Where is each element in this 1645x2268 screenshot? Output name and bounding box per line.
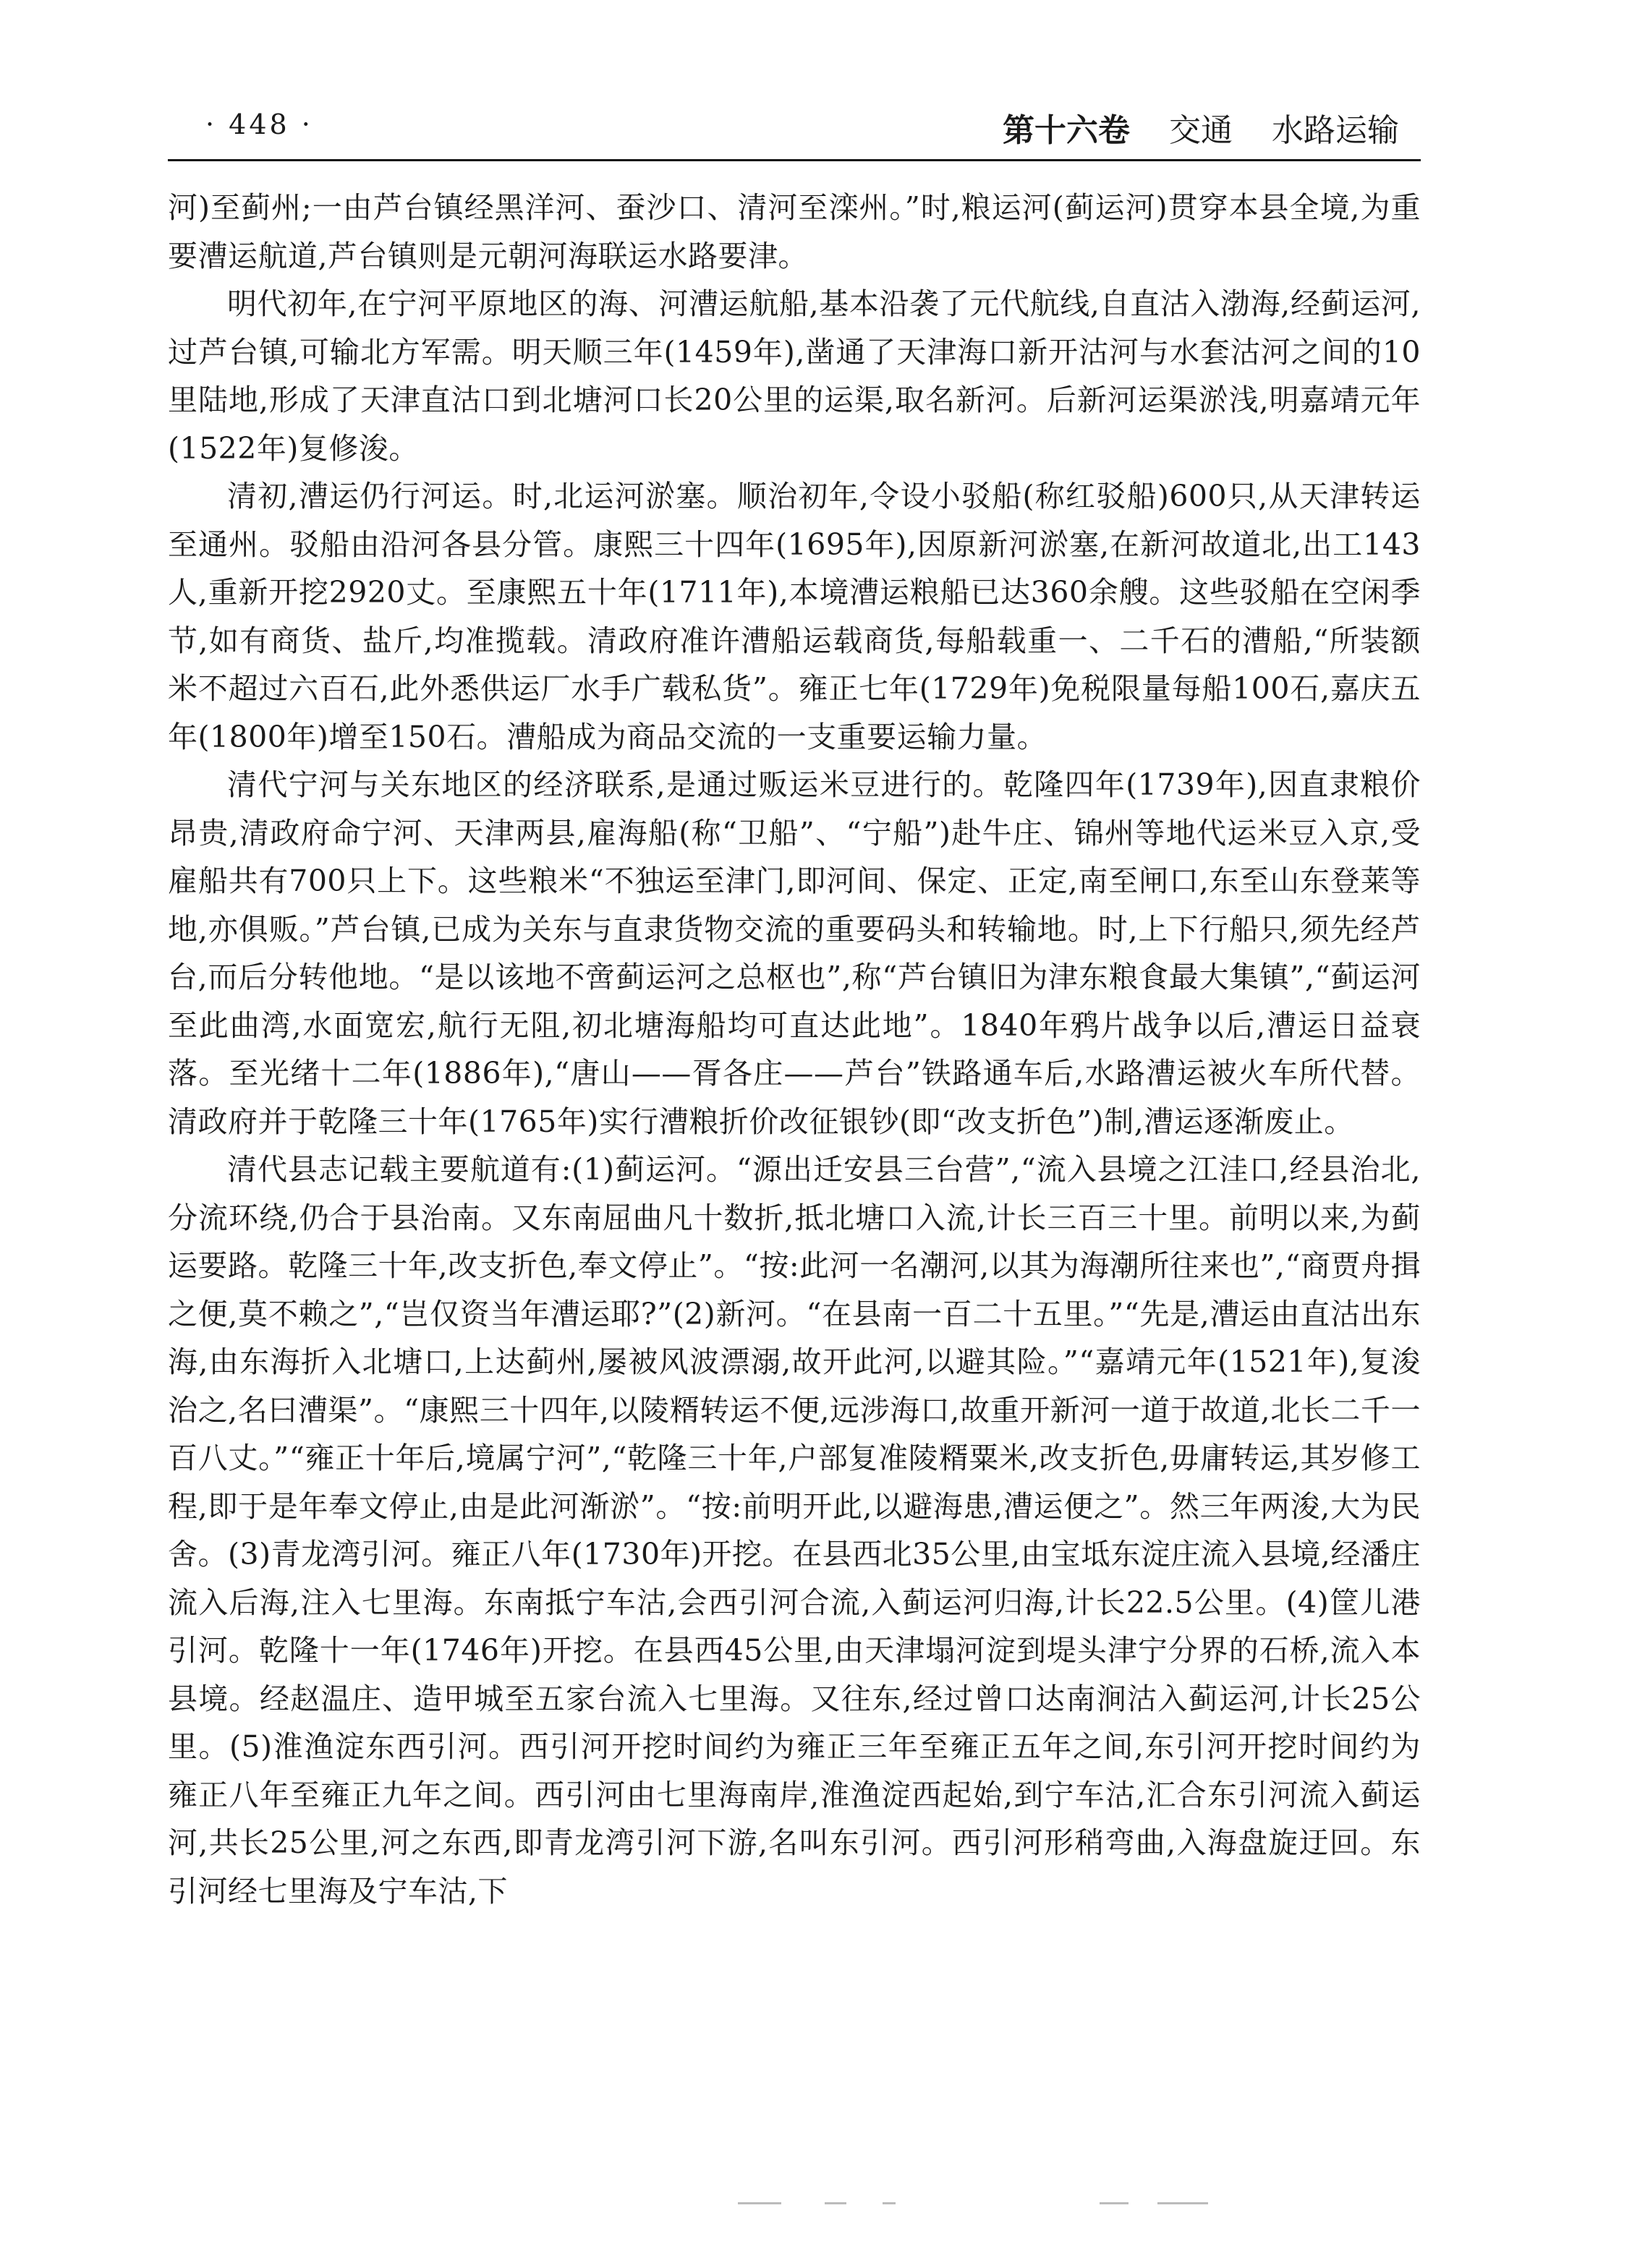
paragraph-5: 清代县志记载主要航道有:(1)蓟运河。“源出迁安县三台营”,“流入县境之江洼口,经县治北,分流环绕,仍合于县治南。又东南屈曲凡十数折,抵北塘口入流,计长三百三十里。前明以来,为蓟运要路。乾隆三十年,改支折色,奉文停止”。“按:此河一名潮河,以其为海潮所往来也”,“商贾舟揖之便,莫不赖之”,“岂仅资当年漕运耶?”(2)新河。“在县南一百二十五里。”“先是,漕运由直沽出东海,由东海折入北塘口,上达蓟州,屡被风波漂溺,故开此河,以避其险。”“嘉靖元年(1521年),复浚治之,名曰漕渠”。“康熙三十四年,以陵糈转运不便,远涉海口,故重开新河一道于故道,北长二千一百八丈。”“雍正十年后,境属宁河”,“乾隆三十年,户部复准陵糈粟米,改支折色,毋庸转运,其岁修工程,即于是年奉文停止,由是此河渐淤”。“按:前明开此,以避海患,漕运便之”。然三年两浚,大为民舍。(3)青龙湾引河。雍正八年(1730年)开挖。在县西北35公里,由宝坻东淀庄流入县境,经潘庄流入后海,注入七里海。东南抵宁车沽,会西引河合流,入蓟运河归海,计长22.5公里。(4)筐儿港引河。乾隆十一年(1746年)开挖。在县西45公里,由天津塌河淀到堤头津宁分界的石桥,流入本县境。经赵温庄、造甲城至五家台流入七里海。又往东,经过曾口达南涧沽入蓟运河,计长25公里。(5)淮渔淀东西引河。西引河开挖时间约为雍正三年至雍正五年之间,东引河开挖时间约为雍正八年至雍正九年之间。西引河由七里海南岸,淮渔淀西起始,到宁车沽,汇合东引河流入蓟运河,共长25公里,河之东西,即青龙湾引河下游,名叫东引河。西引河形稍弯曲,入海盘旋迂回。东引河经七里海及宁车沽,下 (168, 1152, 1421, 1909)
paragraph-2: 明代初年,在宁河平原地区的海、河漕运航船,基本沿袭了元代航线,自直沽入渤海,经蓟运河,过芦台镇,可输北方军需。明天顺三年(1459年),凿通了天津海口新开沽河与水套沽河之间的10里陆地,形成了天津直沽口到北塘河口长20公里的运渠,取名新河。后新河运渠淤浅,明嘉靖元年(1522年)复修浚。 (168, 286, 1421, 466)
paragraph-3: 清初,漕运仍行河运。时,北运河淤塞。顺治初年,令设小驳船(称红驳船)600只,从天津转运至通州。驳船由沿河各县分管。康熙三十四年(1695年),因原新河淤塞,在新河故道北,出工143人,重新开挖2920丈。至康熙五十年(1711年),本境漕运粮船已达360余艘。这些驳船在空闲季节,如有商货、盐斤,均准揽载。清政府准许漕船运载商货,每船载重一、二千石的漕船,“所装额米不超过六百石,此外悉供运厂水手广载私货”。雍正七年(1729年)免税限量每船100石,嘉庆五年(1800年)增至150石。漕船成为商品交流的一支重要运输力量。 (168, 479, 1421, 754)
page-number: · 448 · (205, 108, 313, 140)
scan-artifacts (723, 2202, 1230, 2208)
section-title: 交通 (1169, 112, 1233, 149)
page-header (168, 108, 1421, 152)
subsection-title: 水路运输 (1272, 112, 1399, 149)
volume-title: 第十六卷 (1003, 112, 1130, 149)
header-divider (168, 159, 1421, 161)
running-title (1003, 104, 1399, 150)
body-text (168, 184, 1421, 1915)
paragraph-1: 河)至蓟州;一由芦台镇经黑洋河、蚕沙口、清河至滦州。”时,粮运河(蓟运河)贯穿本县全境,为重要漕运航道,芦台镇则是元朝河海联运水路要津。 (168, 190, 1421, 273)
paragraph-4: 清代宁河与关东地区的经济联系,是通过贩运米豆进行的。乾隆四年(1739年),因直隶粮价昂贵,清政府命宁河、天津两县,雇海船(称“卫船”、“宁船”)赴牛庄、锦州等地代运米豆入京,受雇船共有700只上下。这些粮米“不独运至津门,即河间、保定、正定,南至闸口,东至山东登莱等地,亦俱贩。”芦台镇,已成为关东与直隶货物交流的重要码头和转输地。时,上下行船只,须先经芦台,而后分转他地。“是以该地不啻蓟运河之总枢也”,称“芦台镇旧为津东粮食最大集镇”,“蓟运河至此曲湾,水面宽宏,航行无阻,初北塘海船均可直达此地”。1840年鸦片战争以后,漕运日益衰落。至光绪十二年(1886年),“唐山——胥各庄——芦台”铁路通车后,水路漕运被火车所代替。清政府并于乾隆三十年(1765年)实行漕粮折价改征银钞(即“改支折色”)制,漕运逐渐废止。 (168, 767, 1421, 1139)
